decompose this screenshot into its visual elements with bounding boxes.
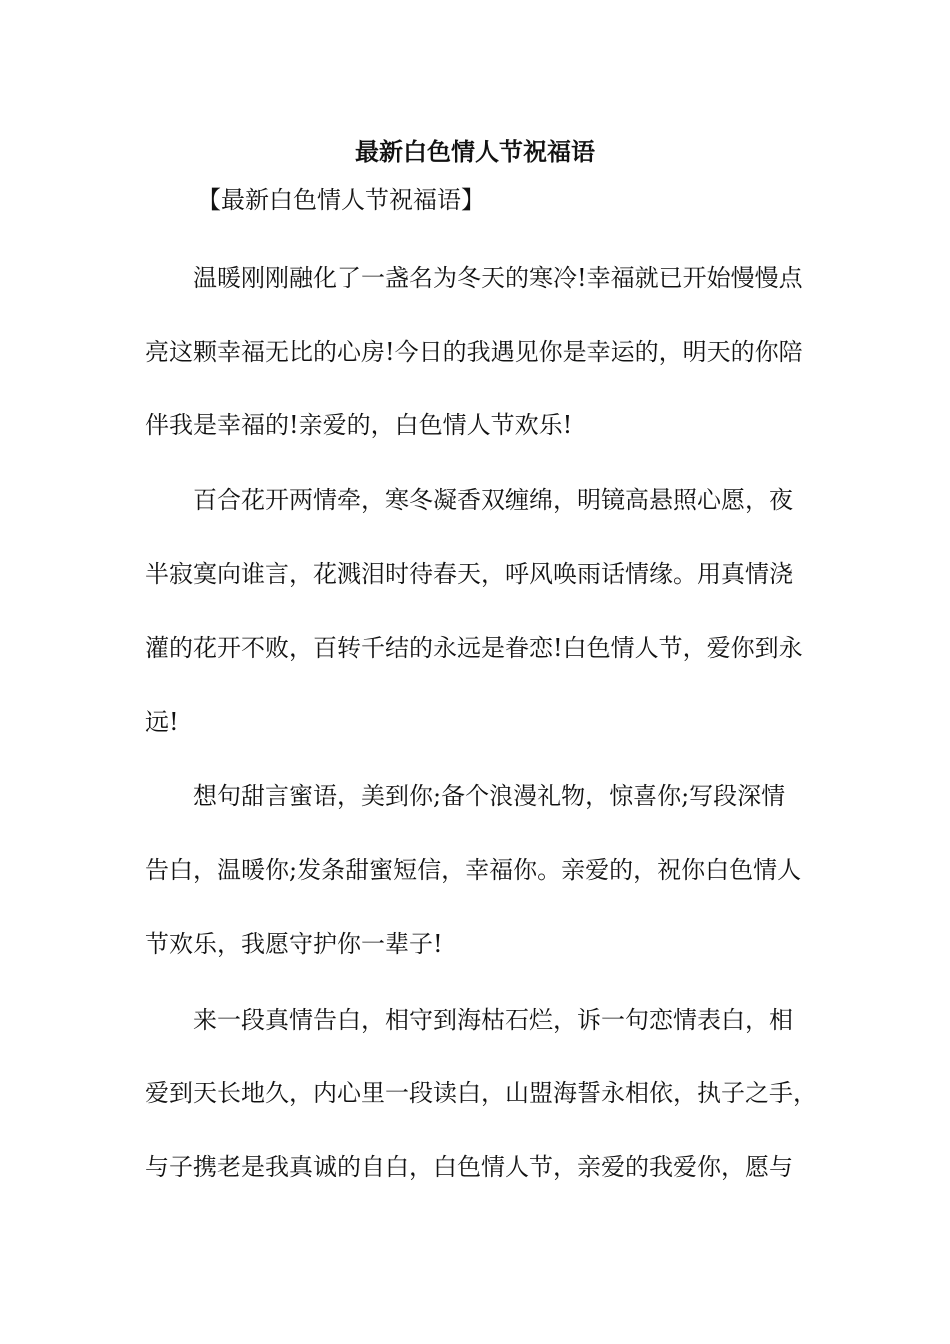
document-title: 最新白色情人节祝福语 [355, 137, 595, 166]
paragraph-4-line-2: 爱到天长地久，内心里一段读白，山盟海誓永相依，执子之手， [145, 1079, 817, 1107]
paragraph-3-line-2: 告白，温暖你;发条甜蜜短信，幸福你。亲爱的，祝你白色情人 [145, 856, 802, 884]
paragraph-4-line-1: 来一段真情告白，相守到海枯石烂，诉一句恋情表白，相 [193, 1006, 793, 1034]
paragraph-2-line-2: 半寂寞向谁言，花溅泪时待春天，呼风唤雨话情缘。用真情浇 [145, 560, 793, 588]
paragraph-2-line-3: 灌的花开不败，百转千结的永远是眷恋!白色情人节，爱你到永 [145, 634, 803, 662]
paragraph-2-line-1: 百合花开两情牵，寒冬凝香双缠绵，明镜高悬照心愿，夜 [193, 486, 793, 514]
document-subtitle: 【最新白色情人节祝福语】 [197, 186, 485, 214]
paragraph-4-line-3: 与子携老是我真诚的自白，白色情人节，亲爱的我爱你，愿与 [145, 1153, 793, 1181]
paragraph-1-line-1: 温暖刚刚融化了一盏名为冬天的寒冷!幸福就已开始慢慢点 [193, 264, 803, 292]
paragraph-1-line-3: 伴我是幸福的!亲爱的，白色情人节欢乐! [145, 411, 573, 439]
paragraph-2-line-4: 远! [145, 708, 179, 736]
paragraph-3-line-3: 节欢乐，我愿守护你一辈子! [145, 930, 443, 958]
paragraph-1-line-2: 亮这颗幸福无比的心房!今日的我遇见你是幸运的，明天的你陪 [145, 338, 803, 366]
paragraph-3-line-1: 想句甜言蜜语，美到你;备个浪漫礼物，惊喜你;写段深情 [193, 782, 786, 810]
